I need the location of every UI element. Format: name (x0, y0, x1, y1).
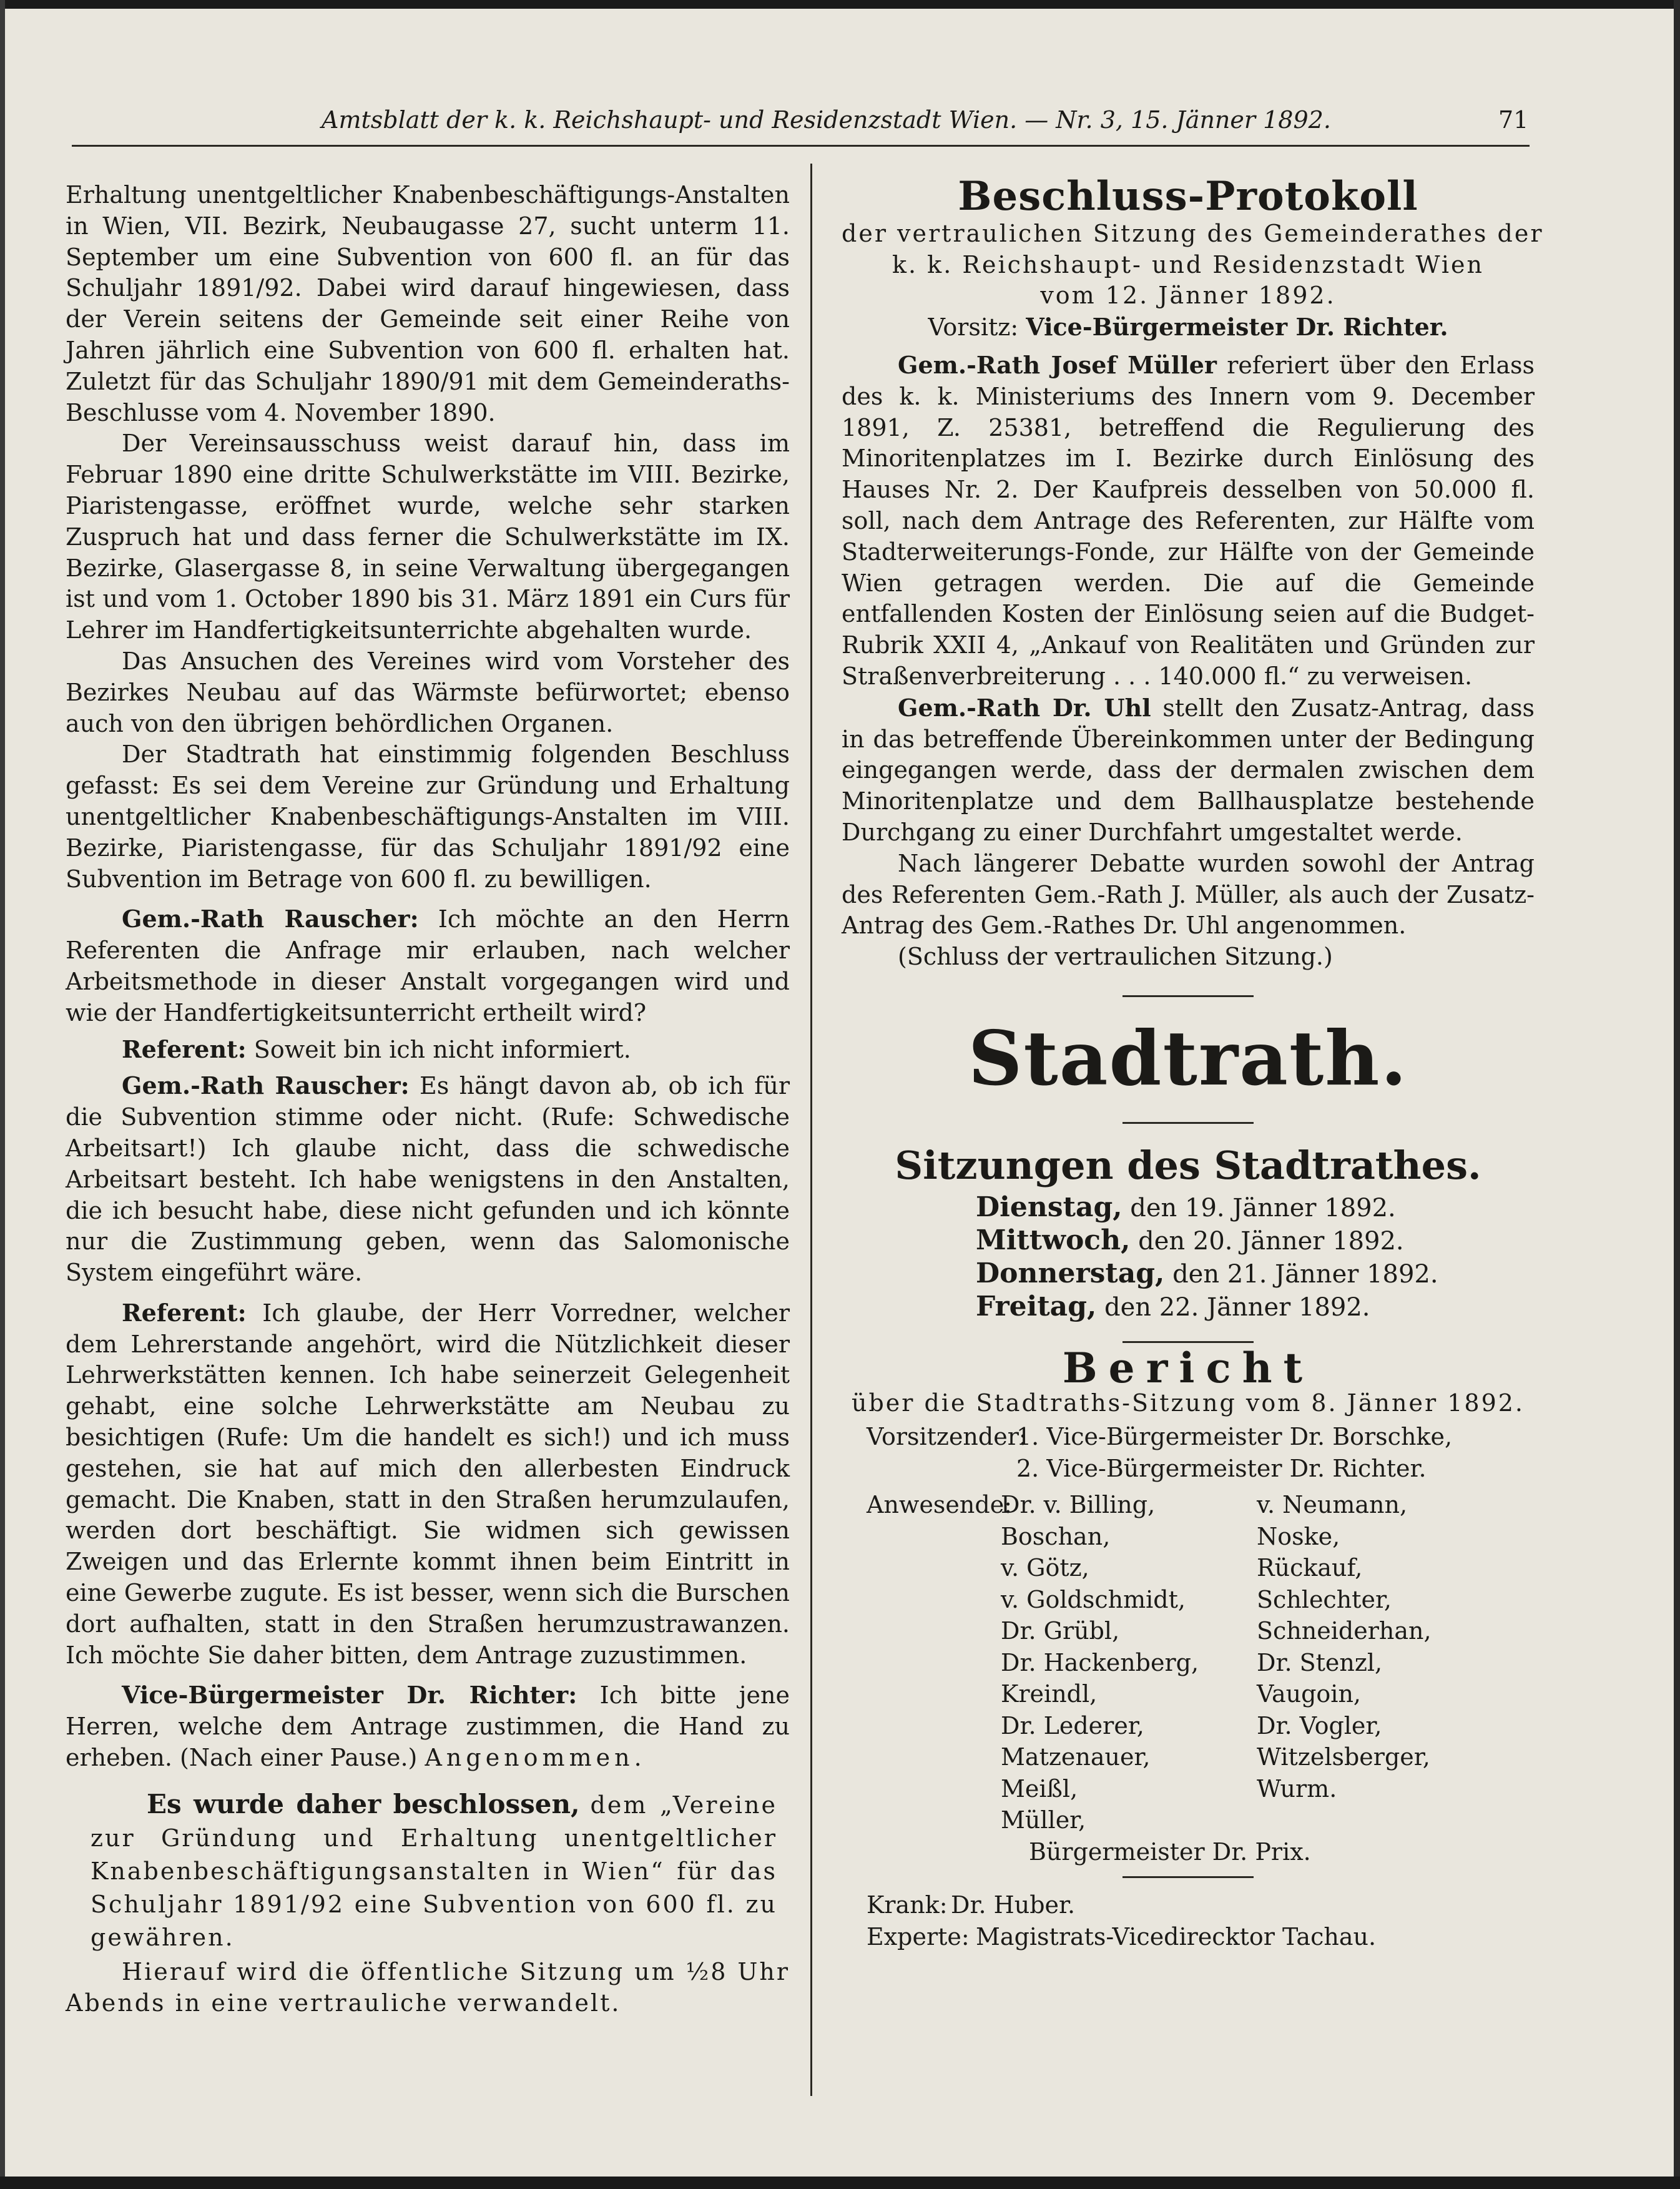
member-name: Vaugoin, (1257, 1680, 1361, 1708)
section-rule (1122, 995, 1254, 997)
vorsitz-label: Vorsitz: (928, 313, 1019, 342)
paragraph: Nach längerer Debatte wurden sowohl der Antrag des Referenten Gem.-Rath J. Müller, als auch der Zusatz-Antrag des Gem.-Rathes Dr. Uhl angenommen. (842, 849, 1535, 940)
krank-row (842, 1889, 1535, 1921)
member-name: Witzelsberger, (1257, 1743, 1430, 1771)
protokoll-subtitle: der vertraulichen Sitzung des Gemeinderathes der (842, 219, 1544, 247)
protokoll-subtitle: k. k. Reichshaupt- und Residenzstadt Wien (892, 250, 1484, 278)
paragraph: Hierauf wird die öffentliche Sitzung um ½8 Uhr Abends in eine vertrauliche verwandelt. (66, 1957, 790, 2017)
member-name: Wurm. (1257, 1774, 1337, 1803)
session-date: den 22. Jänner 1892. (1104, 1292, 1370, 1322)
speech-paragraph (842, 692, 1535, 849)
paragraph: Der Vereinsausschuss weist darauf hin, dass im Februar 1890 eine dritte Schulwerkstätte im VIII. Bezirke, Piaristengasse, eröffnet wurde, welche sehr starken Zuspruch hat und dass ferner die Schulwerkstätte im IX. Bezirke, Glasergasse 8, in seine Verwaltung übergegangen ist und vom 1. October 1890 bis 31. März 1891 ein Curs für Lehrer im Handfertigkeitsunterrichte abgehalten wurde. (66, 430, 790, 644)
bericht-subtitle: über die Stadtraths-Sitzung vom 8. Jänner 1892. (851, 1389, 1525, 1417)
session-date: den 21. Jänner 1892. (1172, 1259, 1438, 1289)
attendance-table (842, 1421, 1535, 1867)
section-rule (1122, 1876, 1254, 1878)
sitzungen-title: Sitzungen des Stadtrathes. (895, 1142, 1481, 1188)
paragraph: Der Stadtrath hat einstimmig folgenden Beschluss gefasst: Es sei dem Vereine zur Gründung und Erhaltung unentgeltlicher Knabenbeschäftigungs-Anstalten im VIII. Bezirke, Piaristengasse, für das Schuljahr 1891/92 eine Subvention im Betrage von 600 fl. zu bewilligen. (66, 740, 790, 893)
weekday: Donnerstag, (976, 1257, 1165, 1289)
anwesende-row (842, 1521, 1535, 1553)
session-day (976, 1224, 1535, 1257)
speech-paragraph (66, 1297, 790, 1671)
anwesende-row (842, 1552, 1535, 1584)
experte-name: Magistrats-Vicedirecktor Tachau. (976, 1922, 1377, 1950)
member-name: Schlechter, (1257, 1585, 1392, 1613)
scan-border-left (0, 0, 5, 2189)
speaker-name: Gem.-Rath Josef Müller (898, 350, 1217, 379)
absence-table (842, 1889, 1535, 1952)
anwesende-row (842, 1489, 1535, 1521)
anwesende-row (842, 1678, 1535, 1710)
anwesende-row (842, 1647, 1535, 1679)
speech-text: Soweit bin ich nicht informiert. (253, 1035, 631, 1063)
speech-paragraph (66, 1680, 790, 1773)
section-rule (1122, 1341, 1254, 1343)
member-name: Schneiderhan, (1257, 1617, 1432, 1645)
anwesende-label: Anwesende: (867, 1491, 1013, 1519)
speech-paragraph (842, 350, 1535, 692)
resolution-text: dem „Vereine zur Gründung und Erhaltung unentgeltlicher Knabenbeschäftigungsanstalten in Wien“ für das Schuljahr 1891/92 eine Subvention von 600 fl. zu gewähren. (91, 1791, 777, 1951)
vorsitzender-label: Vorsitzender: (867, 1423, 1027, 1451)
header-rule (72, 145, 1530, 147)
member-name: Dr. v. Billing, (1001, 1491, 1156, 1519)
member-name: Dr. Hackenberg, (1001, 1648, 1199, 1676)
session-days (842, 1191, 1535, 1324)
member-name: v. Götz, (1001, 1554, 1089, 1582)
anwesende-row (842, 1773, 1535, 1805)
session-day (976, 1257, 1535, 1291)
speaker-name: Gem.-Rath Dr. Uhl (898, 693, 1151, 722)
anwesende-row (842, 1804, 1535, 1836)
session-day (976, 1291, 1535, 1324)
weekday: Freitag, (976, 1290, 1097, 1322)
resolution-paragraph (66, 1788, 790, 1954)
member-name: Boschan, (1001, 1522, 1111, 1550)
speaker-name: Gem.-Rath Rauscher: (122, 905, 419, 933)
speech-text: Ich bitte jene Herren, welche dem Antrage zustimmen, die Hand zu erheben. (Nach einer Pause.) (66, 1681, 790, 1772)
member-name: Dr. Stenzl, (1257, 1648, 1383, 1676)
vorsitzender-name: 1. Vice-Bürgermeister Dr. Borschke, (1016, 1423, 1453, 1451)
paragraph: (Schluss der vertraulichen Sitzung.) (898, 943, 1333, 971)
anwesende-row (842, 1584, 1535, 1616)
stadtrath-title: Stadtrath. (968, 1014, 1408, 1103)
vorsitzender-row (842, 1421, 1535, 1453)
anwesende-row (842, 1741, 1535, 1773)
paragraph: Erhaltung unentgeltlicher Knabenbeschäftigungs-Anstalten in Wien, VII. Bezirk, Neubaugasse 27, sucht unterm 11. September um eine Subvention von 600 fl. an für das Schuljahr 1891/92. Dabei wird darauf hingewiesen, dass der Verein seitens der Gemeinde seit einer Reihe von Jahren jährlich eine Subvention von 600 fl. erhalten hat. Zuletzt für das Schuljahr 1890/91 mit dem Gemeinderaths-Beschlusse vom 4. November 1890. (66, 181, 790, 426)
member-name: v. Goldschmidt, (1001, 1585, 1186, 1613)
resolution-lead: Es wurde daher beschlossen, (147, 1788, 580, 1819)
right-column (842, 173, 1544, 1952)
speech-text: Es hängt davon ab, ob ich für die Subvention stimme oder nicht. (Rufe: Schwedische Arbeitsart!) Ich glaube nicht, dass die schwedische Arbeitsart besteht. Ich habe wenigstens in den Anstalten, die ich besucht habe, diese nicht gefunden und ich könnte nur die Zustimmung geben, wenn das Salomonische System eingeführt wäre. (66, 1072, 790, 1287)
weekday: Mittwoch, (976, 1224, 1131, 1256)
weekday: Dienstag, (976, 1191, 1122, 1223)
scan-border-top (0, 0, 1680, 9)
experte-row (842, 1921, 1535, 1953)
krank-name: Dr. Huber. (951, 1891, 1076, 1919)
anwesende-row (842, 1615, 1535, 1647)
bericht-title: Bericht (1062, 1343, 1314, 1392)
left-column (66, 180, 790, 2019)
speech-text: Ich glaube, der Herr Vorredner, welcher dem Lehrerstande angehört, wird die Nützlichkeit dieser Lehrwerkstätten kennen. Ich habe seinerzeit Gelegenheit gehabt, eine solche Lehrwerkstätte am Neubau zu besichtigen (Rufe: Um die handelt es sich!) und ich muss gestehen, sie hat auf mich den allerbesten Eindruck gemacht. Die Knaben, statt in den Straßen herumzulaufen, werden dort beschäftigt. Sie widmen sich gewissen Zweigen und das Erlernte kommt ihnen beim Eintritt in eine Gewerbe zugute. Es ist besser, wenn sich die Burschen dort aufhalten, statt in den Straßen herumzustrawanzen. Ich möchte Sie daher bitten, dem Antrage zuzustimmen. (66, 1299, 790, 1669)
speaker-name: Referent: (122, 1035, 247, 1063)
member-name: Kreindl, (1001, 1680, 1098, 1708)
vote-result: Angenommen. (425, 1744, 646, 1772)
member-name: Noske, (1257, 1522, 1340, 1550)
krank-label: Krank: (867, 1891, 948, 1919)
member-name: Dr. Lederer, (1001, 1711, 1144, 1739)
scan-border-right (1674, 0, 1680, 2189)
member-name: Meißl, (1001, 1774, 1078, 1803)
speech-text: stellt den Zusatz-Antrag, dass in das betreffende Übereinkommen unter der Bedingung eingegangen werde, dass der dermalen zwischen dem Minoritenplatze und dem Ballhausplatze bestehende Durchgang zu einer Durchfahrt umgestaltet werde. (842, 694, 1535, 846)
vorsitz-name: Vice-Bürgermeister Dr. Richter. (1026, 313, 1448, 342)
section-rule (1122, 1122, 1254, 1124)
member-name: v. Neumann, (1257, 1491, 1408, 1519)
page-number: 71 (1498, 106, 1529, 134)
member-name: Dr. Vogler, (1257, 1711, 1382, 1739)
speech-text: Ich möchte an den Herrn Referenten die Anfrage mir erlauben, nach welcher Arbeitsmethode in dieser Anstalt vorgegangen wird und wie der Handfertigkeitsunterricht ertheilt wird? (66, 905, 790, 1026)
speaker-name: Referent: (122, 1298, 247, 1327)
session-day (976, 1191, 1535, 1224)
buergermeister-name: Bürgermeister Dr. Prix. (1029, 1837, 1311, 1866)
experte-label: Experte: (867, 1922, 970, 1950)
vorsitzender-row (842, 1453, 1535, 1485)
speaker-name: Gem.-Rath Rauscher: (122, 1071, 410, 1100)
speech-paragraph (66, 1034, 790, 1066)
member-name: Müller, (1001, 1806, 1086, 1834)
member-name: Dr. Grübl, (1001, 1617, 1120, 1645)
session-date: den 20. Jänner 1892. (1138, 1226, 1404, 1256)
buergermeister-row (842, 1836, 1535, 1868)
vorsitz-line (842, 312, 1535, 343)
anwesende-row (842, 1710, 1535, 1742)
protokoll-date: vom 12. Jänner 1892. (1040, 282, 1336, 310)
column-divider (810, 164, 812, 2096)
member-name: Rückauf, (1257, 1554, 1363, 1582)
speech-text: referiert über den Erlass des k. k. Ministeriums des Innern vom 9. December 1891, Z. 25381, betreffend die Regulierung des Minoritenplatzes im I. Bezirke durch Einlösung des Hauses Nr. 2. Der Kaufpreis desselben von 50.000 fl. soll, nach dem Antrage des Referenten, zur Hälfte vom Stadterweiterungs-Fonde, zur Hälfte von der Gemeinde Wien getragen werden. Die auf die Gemeinde entfallenden Kosten der Einlösung seien auf die Budget-Rubrik XXII 4, „Ankauf von Realitäten und Gründen zur Straßenverbreiterung . . . 140.000 fl.“ zu verweisen. (842, 351, 1535, 690)
scan-border-bottom (0, 2177, 1680, 2189)
member-name: Matzenauer, (1001, 1743, 1151, 1771)
vorsitzender-name: 2. Vice-Bürgermeister Dr. Richter. (1016, 1454, 1427, 1482)
running-header: Amtsblatt der k. k. Reichshaupt- und Residenzstadt Wien. — Nr. 3, 15. Jänner 1892. (322, 106, 1331, 134)
speaker-name: Vice-Bürgermeister Dr. Richter: (122, 1681, 577, 1709)
speech-paragraph (66, 1070, 790, 1289)
speech-paragraph (66, 903, 790, 1028)
paragraph: Das Ansuchen des Vereines wird vom Vorsteher des Bezirkes Neubau auf das Wärmste befürwortet; ebenso auch von den übrigen behördlichen Organen. (66, 647, 790, 737)
session-date: den 19. Jänner 1892. (1130, 1193, 1396, 1222)
protokoll-title: Beschluss-Protokoll (958, 173, 1418, 220)
